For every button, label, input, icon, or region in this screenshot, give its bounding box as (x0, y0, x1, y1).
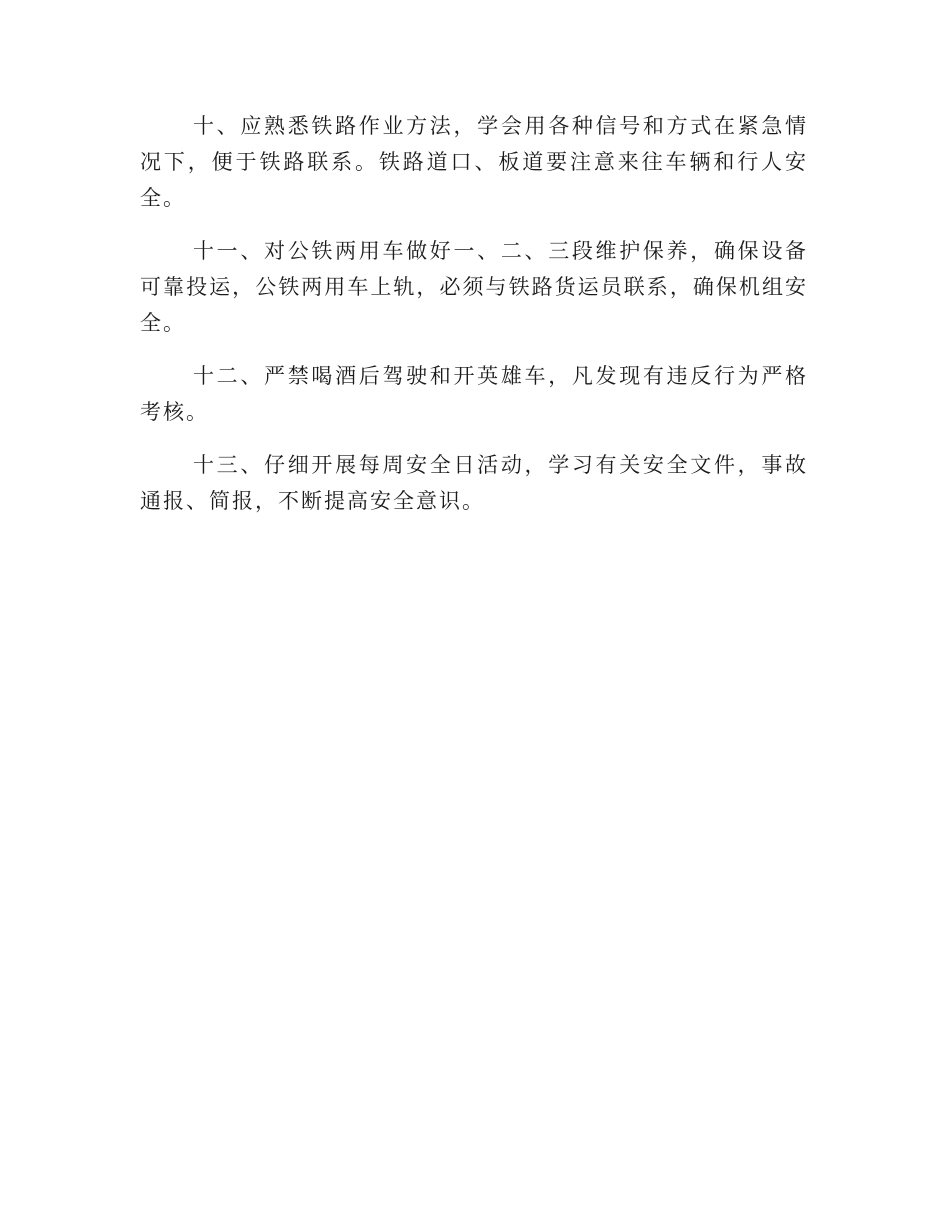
paragraph-13: 十三、仔细开展每周安全日活动，学习有关安全文件，事故通报、简报，不断提高安全意识。 (140, 453, 808, 513)
paragraph-11: 十一、对公铁两用车做好一、二、三段维护保养，确保设备可靠投运，公铁两用车上轨，必须与铁路货运员联系，确保机组安全。 (140, 239, 808, 335)
paragraph-10: 十、应熟悉铁路作业方法，学会用各种信号和方式在紧急情况下，便于铁路联系。铁路道口、板道要注意来往车辆和行人安全。 (140, 114, 808, 210)
paragraph-12: 十二、严禁喝酒后驾驶和开英雄车，凡发现有违反行为严格考核。 (140, 364, 808, 424)
document-body (140, 108, 808, 536)
